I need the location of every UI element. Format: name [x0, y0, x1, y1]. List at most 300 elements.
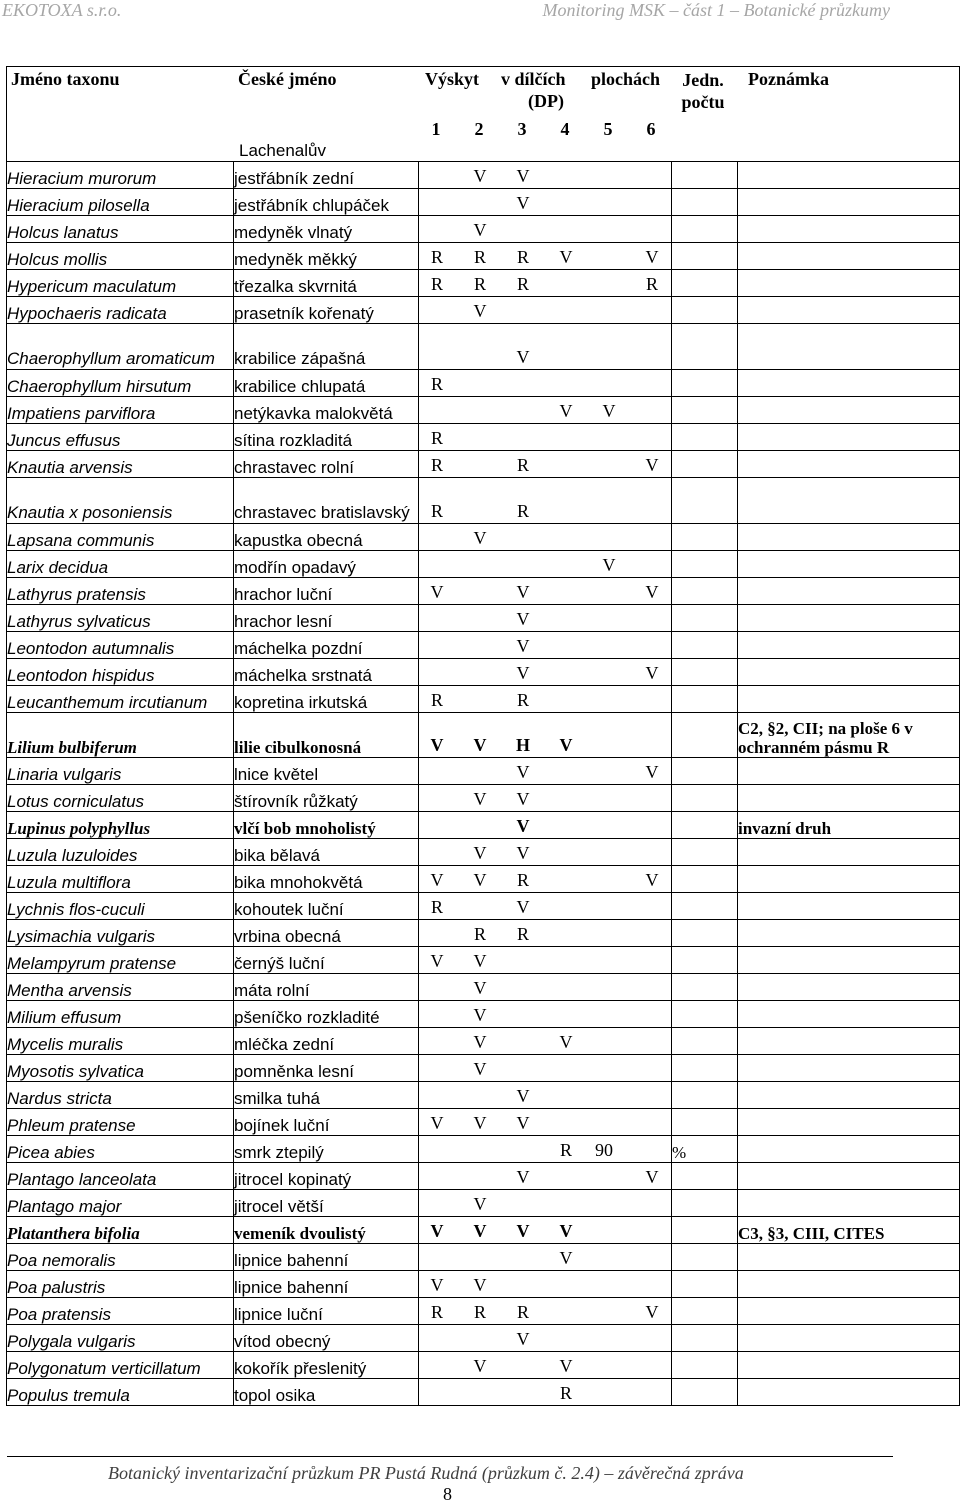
table-row [7, 1217, 960, 1244]
czech-name: třezalka skvrnitá [234, 270, 419, 297]
taxon-name: Platanthera bifolia [7, 1217, 234, 1244]
taxon-name: Linaria vulgaris [7, 758, 234, 785]
header-occurrence-c: plochách [591, 69, 661, 89]
czech-name: kopretina irkutská [234, 686, 419, 713]
header-taxon: Jméno taxonu [11, 69, 120, 89]
unit-value [672, 974, 738, 1001]
czech-name: lipnice luční [234, 1298, 419, 1325]
note-value [738, 270, 960, 297]
occurrence-cell [419, 785, 672, 812]
plot-2-value: V [473, 220, 487, 240]
unit-value [672, 578, 738, 605]
czech-name: bika mnohokvětá [234, 866, 419, 893]
plot-3-value: V [516, 347, 530, 367]
occurrence-cell [419, 1352, 672, 1379]
note-value [738, 839, 960, 866]
unit-value [672, 1352, 738, 1379]
plot-1-value: R [430, 455, 443, 475]
plot-4-value: R [559, 1383, 572, 1403]
taxon-name: Chaerophyllum hirsutum [7, 370, 234, 397]
note-value [738, 1379, 960, 1406]
header-plot-1: 1 [431, 119, 441, 139]
plot-2-value: V [473, 789, 487, 809]
plot-1-value: R [430, 428, 443, 448]
note-value [738, 1109, 960, 1136]
plot-3-value: V [516, 1113, 530, 1133]
table-row [7, 1082, 960, 1109]
unit-value [672, 551, 738, 578]
table-row [7, 424, 960, 451]
note-value [738, 524, 960, 551]
occurrence-cell [419, 839, 672, 866]
footer-text: Botanický inventarizační průzkum PR Pustá Rudná (průzkum č. 2.4) – závěrečná zpráva [108, 1463, 744, 1483]
plot-3-value: R [516, 455, 529, 475]
czech-name: bika bělavá [234, 839, 419, 866]
czech-name: máchelka pozdní [234, 632, 419, 659]
note-value [738, 947, 960, 974]
plot-6-value: V [645, 663, 659, 683]
czech-name: lilie cibulkonosná [234, 713, 419, 758]
table-row [7, 162, 960, 189]
occurrence-cell [419, 686, 672, 713]
occurrence-cell [419, 1217, 672, 1244]
czech-name: jestřábník chlupáček [234, 189, 419, 216]
table-row [7, 947, 960, 974]
taxon-name: Hieracium pilosella [7, 189, 234, 216]
czech-name: vlčí bob mnoholistý [234, 812, 419, 839]
plot-4-value: V [559, 1221, 573, 1241]
unit-value [672, 785, 738, 812]
plot-6-value: V [645, 455, 659, 475]
plot-2-value: V [473, 301, 487, 321]
plot-2-value: V [473, 1005, 487, 1025]
page-header [0, 0, 960, 22]
plot-1-value: R [430, 247, 443, 267]
taxon-name: Leucanthemum ircutianum [7, 686, 234, 713]
plot-1-value: V [430, 870, 444, 890]
header-title: Monitoring MSK – část 1 – Botanické průzkumy [542, 0, 890, 20]
occurrence-cell [419, 758, 672, 785]
unit-value [672, 866, 738, 893]
czech-name: jestřábník zední [234, 162, 419, 189]
czech-name: kohoutek luční [234, 893, 419, 920]
taxon-name: Plantago lanceolata [7, 1163, 234, 1190]
czech-name: lnice květel [234, 758, 419, 785]
unit-value [672, 1217, 738, 1244]
taxon-name: Poa palustris [7, 1271, 234, 1298]
table-row [7, 839, 960, 866]
plot-3-value: V [516, 1221, 530, 1241]
occurrence-cell [419, 713, 672, 758]
occurrence-cell [419, 1244, 672, 1271]
occurrence-cell [419, 632, 672, 659]
czech-name: bojínek luční [234, 1109, 419, 1136]
plot-2-value: R [473, 1302, 486, 1322]
occurrence-cell [419, 424, 672, 451]
plot-3-value: R [516, 274, 529, 294]
czech-name: máta rolní [234, 974, 419, 1001]
czech-name: sítina rozkladitá [234, 424, 419, 451]
table-row [7, 893, 960, 920]
note-value [738, 1082, 960, 1109]
czech-name: hrachor lesní [234, 605, 419, 632]
table-row [7, 974, 960, 1001]
table-row [7, 686, 960, 713]
unit-value [672, 162, 738, 189]
table-row [7, 758, 960, 785]
table-row [7, 524, 960, 551]
note-value [738, 1352, 960, 1379]
table-row [7, 578, 960, 605]
table-row [7, 1271, 960, 1298]
taxon-name: Juncus effusus [7, 424, 234, 451]
note-value [738, 243, 960, 270]
plot-2-value: V [473, 1032, 487, 1052]
taxon-name: Mentha arvensis [7, 974, 234, 1001]
occurrence-cell [419, 1055, 672, 1082]
plot-3-value: V [516, 1167, 530, 1187]
unit-value [672, 324, 738, 370]
occurrence-cell [419, 947, 672, 974]
plot-2-value: V [473, 528, 487, 548]
unit-value [672, 478, 738, 524]
taxon-name: Luzula luzuloides [7, 839, 234, 866]
plot-3-value: R [516, 501, 529, 521]
plot-3-value: R [516, 924, 529, 944]
unit-value [672, 397, 738, 424]
czech-name: topol osika [234, 1379, 419, 1406]
taxon-name: Holcus lanatus [7, 216, 234, 243]
header-occurrence-b: v dílčích [501, 69, 566, 89]
table-row [7, 1028, 960, 1055]
occurrence-cell [419, 1163, 672, 1190]
occurrence-cell [419, 1298, 672, 1325]
plot-1-value: V [430, 582, 444, 602]
plot-3-value: V [516, 843, 530, 863]
plot-4-value: V [559, 247, 573, 267]
note-value [738, 1136, 960, 1163]
table-row [7, 659, 960, 686]
table-row [7, 478, 960, 524]
note-value [738, 785, 960, 812]
unit-value [672, 297, 738, 324]
taxon-name: Lotus corniculatus [7, 785, 234, 812]
plot-2-value: R [473, 274, 486, 294]
czech-name: krabilice chlupatá [234, 370, 419, 397]
header-note: Poznámka [748, 69, 829, 89]
czech-name: krabilice zápašná [234, 324, 419, 370]
header-carry-over: Lachenalův [239, 141, 326, 160]
header-occurrence-d: (DP) [528, 91, 564, 111]
czech-name: mléčka zední [234, 1028, 419, 1055]
unit-value [672, 1379, 738, 1406]
plot-2-value: V [473, 166, 487, 186]
count-value: 90 [595, 1140, 613, 1160]
plot-3-value: V [516, 166, 530, 186]
plot-4-value: V [559, 1032, 573, 1052]
czech-name: kapustka obecná [234, 524, 419, 551]
taxon-name: Poa pratensis [7, 1298, 234, 1325]
plot-6-value: V [645, 1167, 659, 1187]
table-row [7, 397, 960, 424]
header-plot-3: 3 [517, 119, 527, 139]
unit-value [672, 632, 738, 659]
plot-3-value: V [516, 762, 530, 782]
czech-name: máchelka srstnatá [234, 659, 419, 686]
czech-name: vrbina obecná [234, 920, 419, 947]
table-row [7, 216, 960, 243]
taxon-name: Myosotis sylvatica [7, 1055, 234, 1082]
plot-2-value: V [473, 870, 487, 890]
unit-value [672, 451, 738, 478]
czech-name: štírovník růžkatý [234, 785, 419, 812]
czech-name: pšeníčko rozkladité [234, 1001, 419, 1028]
unit-value [672, 686, 738, 713]
plot-2-value: V [473, 1194, 487, 1214]
note-value [738, 297, 960, 324]
taxon-name: Lychnis flos-cuculi [7, 893, 234, 920]
unit-value [672, 524, 738, 551]
czech-name: vítod obecný [234, 1325, 419, 1352]
czech-name: lipnice bahenní [234, 1244, 419, 1271]
unit-value [672, 758, 738, 785]
table-row [7, 1136, 960, 1163]
table-row [7, 812, 960, 839]
table-row [7, 1163, 960, 1190]
plot-5-value: V [602, 401, 616, 421]
taxon-name: Holcus mollis [7, 243, 234, 270]
plot-2-value: V [473, 735, 487, 755]
table-row [7, 451, 960, 478]
table-row [7, 324, 960, 370]
plot-3-value: H [515, 735, 530, 755]
czech-name: hrachor luční [234, 578, 419, 605]
taxon-name: Impatiens parviflora [7, 397, 234, 424]
unit-value [672, 1001, 738, 1028]
header-plot-5: 5 [603, 119, 613, 139]
unit-value [672, 1163, 738, 1190]
note-value [738, 974, 960, 1001]
plot-1-value: V [430, 1221, 444, 1241]
header-plot-6: 6 [646, 119, 656, 139]
note-value [738, 1190, 960, 1217]
note-value [738, 370, 960, 397]
plot-2-value: V [473, 1275, 487, 1295]
header-count-a: Jedn. [682, 70, 724, 90]
czech-name: netýkavka malokvětá [234, 397, 419, 424]
plot-6-value: V [645, 582, 659, 602]
unit-value [672, 1298, 738, 1325]
note-value [738, 397, 960, 424]
table-row [7, 370, 960, 397]
header-plot-2: 2 [474, 119, 484, 139]
header-occurrence-a: Výskyt [425, 69, 480, 89]
taxon-name: Melampyrum pratense [7, 947, 234, 974]
plot-3-value: V [516, 789, 530, 809]
unit-value [672, 370, 738, 397]
unit-value [672, 1244, 738, 1271]
unit-value [672, 893, 738, 920]
czech-name: chrastavec bratislavský [234, 478, 419, 524]
note-value [738, 893, 960, 920]
note-value [738, 686, 960, 713]
note-value [738, 578, 960, 605]
unit-value [672, 1271, 738, 1298]
occurrence-cell [419, 478, 672, 524]
table-row [7, 1190, 960, 1217]
occurrence-cell [419, 397, 672, 424]
plot-4-value: V [559, 401, 573, 421]
plot-3-value: R [516, 870, 529, 890]
occurrence-cell [419, 162, 672, 189]
occurrence-cell [419, 1028, 672, 1055]
czech-name: chrastavec rolní [234, 451, 419, 478]
plot-3-value: V [516, 1329, 530, 1349]
note-value [738, 1163, 960, 1190]
note-value [738, 605, 960, 632]
plot-6-value: V [645, 870, 659, 890]
page-number: 8 [443, 1484, 452, 1504]
plot-3-value: V [516, 1086, 530, 1106]
table-row [7, 189, 960, 216]
note-value [738, 1055, 960, 1082]
unit-value [672, 243, 738, 270]
table-row [7, 270, 960, 297]
note-value [738, 162, 960, 189]
taxon-name: Lilium bulbiferum [7, 713, 234, 758]
taxon-name: Chaerophyllum aromaticum [7, 324, 234, 370]
table-row [7, 632, 960, 659]
plot-3-value: R [516, 690, 529, 710]
czech-name: medyněk měkký [234, 243, 419, 270]
unit-value [672, 216, 738, 243]
unit-value [672, 839, 738, 866]
unit-value [672, 1190, 738, 1217]
taxon-name: Plantago major [7, 1190, 234, 1217]
plot-3-value: V [516, 609, 530, 629]
unit-value [672, 605, 738, 632]
table-row [7, 1325, 960, 1352]
czech-name: vemeník dvoulistý [234, 1217, 419, 1244]
table-row [7, 920, 960, 947]
table-row [7, 297, 960, 324]
note-value [738, 1028, 960, 1055]
unit-value [672, 189, 738, 216]
header-count-b: počtu [681, 92, 725, 112]
note-value [738, 920, 960, 947]
table-row [7, 1001, 960, 1028]
occurrence-cell [419, 1271, 672, 1298]
table-row [7, 1109, 960, 1136]
plot-2-value: R [473, 247, 486, 267]
table-row [7, 1244, 960, 1271]
taxon-name: Polygonatum verticillatum [7, 1352, 234, 1379]
note-value [738, 324, 960, 370]
note-value [738, 424, 960, 451]
plot-3-value: V [516, 816, 530, 836]
taxon-name: Knautia arvensis [7, 451, 234, 478]
plot-1-value: R [430, 374, 443, 394]
occurrence-cell [419, 1325, 672, 1352]
taxon-name: Larix decidua [7, 551, 234, 578]
plot-3-value: V [516, 636, 530, 656]
plot-2-value: V [473, 978, 487, 998]
unit-value [672, 1055, 738, 1082]
czech-name: černýš luční [234, 947, 419, 974]
unit-value [672, 1028, 738, 1055]
taxon-name: Leontodon hispidus [7, 659, 234, 686]
taxon-name: Lysimachia vulgaris [7, 920, 234, 947]
header-czech-name: České jméno [238, 69, 337, 89]
occurrence-cell [419, 974, 672, 1001]
plot-4-value: V [559, 1248, 573, 1268]
taxon-name: Picea abies [7, 1136, 234, 1163]
table-row [7, 866, 960, 893]
occurrence-cell [419, 1379, 672, 1406]
occurrence-cell [419, 812, 672, 839]
table-row [7, 1055, 960, 1082]
taxon-name: Knautia x posoniensis [7, 478, 234, 524]
plot-3-value: V [516, 663, 530, 683]
unit-value [672, 1325, 738, 1352]
note-value [738, 866, 960, 893]
czech-name: smilka tuhá [234, 1082, 419, 1109]
occurrence-cell [419, 451, 672, 478]
plot-1-value: V [430, 1275, 444, 1295]
table-row [7, 243, 960, 270]
table-row [7, 713, 960, 758]
unit-value [672, 659, 738, 686]
species-table [6, 66, 960, 1406]
table-row [7, 551, 960, 578]
occurrence-cell [419, 1190, 672, 1217]
unit-value [672, 270, 738, 297]
header-plot-4: 4 [560, 119, 570, 139]
plot-3-value: V [516, 193, 530, 213]
note-value [738, 189, 960, 216]
plot-6-value: R [645, 274, 658, 294]
unit-value [672, 1109, 738, 1136]
taxon-name: Luzula multiflora [7, 866, 234, 893]
occurrence-cell [419, 324, 672, 370]
taxon-name: Lathyrus sylvaticus [7, 605, 234, 632]
czech-name: pomněnka lesní [234, 1055, 419, 1082]
plot-3-value: R [516, 1302, 529, 1322]
note-value [738, 758, 960, 785]
czech-name: medyněk vlnatý [234, 216, 419, 243]
note-value [738, 632, 960, 659]
plot-1-value: R [430, 897, 443, 917]
occurrence-cell [419, 866, 672, 893]
taxon-name: Milium effusum [7, 1001, 234, 1028]
unit-value [672, 947, 738, 974]
plot-3-value: V [516, 582, 530, 602]
plot-4-value: V [559, 735, 573, 755]
note-value [738, 1271, 960, 1298]
unit-value [672, 424, 738, 451]
occurrence-cell [419, 189, 672, 216]
czech-name: prasetník kořenatý [234, 297, 419, 324]
occurrence-cell [419, 551, 672, 578]
note-value [738, 216, 960, 243]
plot-6-value: V [645, 1302, 659, 1322]
table-row [7, 785, 960, 812]
table-row [7, 1298, 960, 1325]
occurrence-cell [419, 659, 672, 686]
taxon-name: Hypochaeris radicata [7, 297, 234, 324]
plot-1-value: R [430, 690, 443, 710]
table-header-row [7, 67, 960, 162]
